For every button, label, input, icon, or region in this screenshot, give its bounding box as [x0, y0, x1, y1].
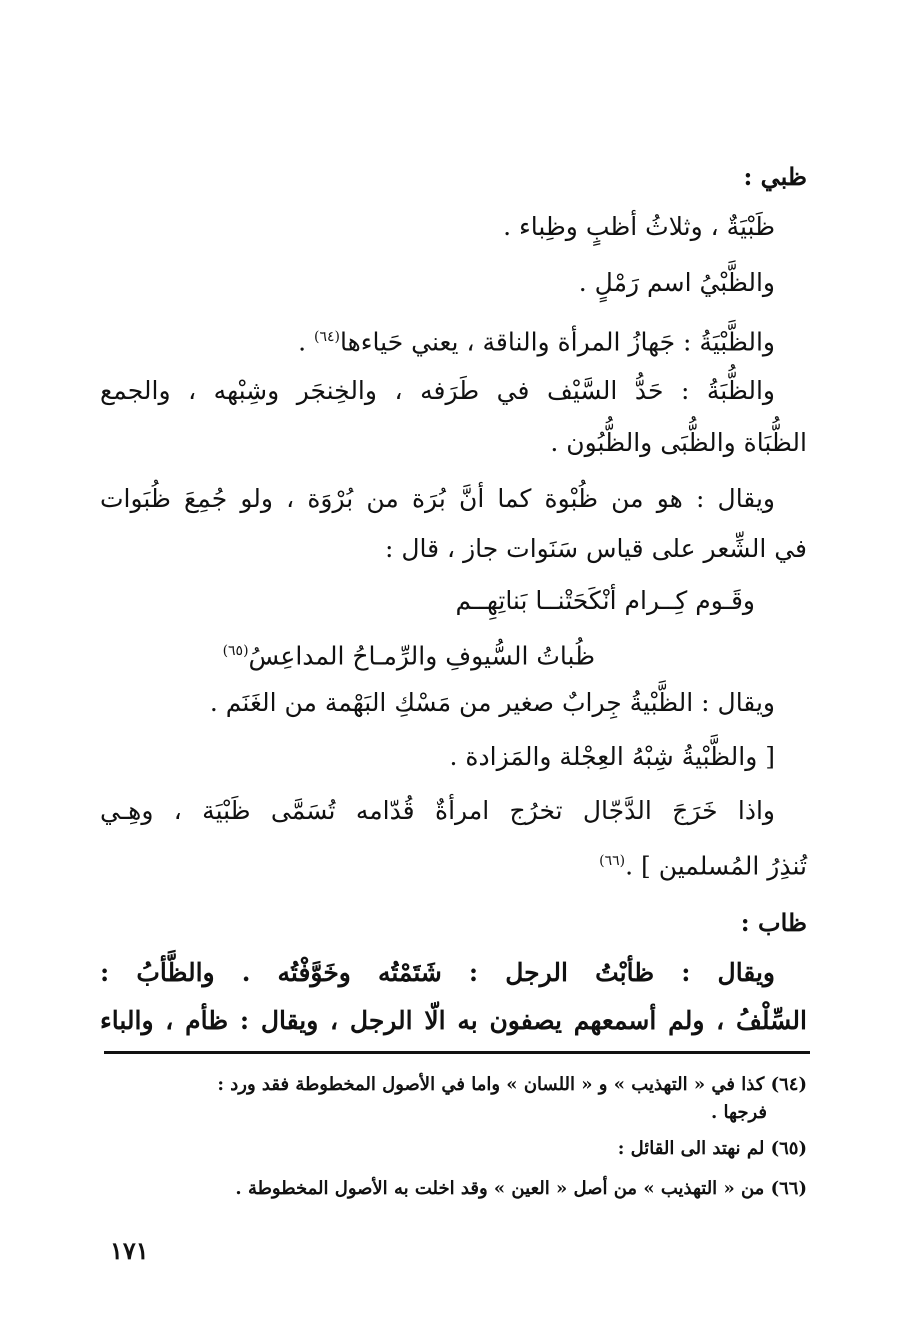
text-line: ظَبْيَةٌ ، وثلاثُ أظبٍ وظِباء .	[503, 212, 775, 241]
footnote-ref-65: (٦٥)	[222, 643, 249, 659]
text-line	[100, 320, 775, 359]
poem-verse-2-text: ظُباتُ السُّيوفِ والرِّمـاحُ المداعِسُ	[248, 641, 595, 671]
footnote-66	[100, 1176, 807, 1202]
text-line: السِّلْفُ ، ولم أسمعهم يصفون به الّا الرجل ، ويقال : ظأم ، والباء	[100, 1006, 807, 1035]
footnote-text: لم نهتد الى القائل :	[617, 1138, 765, 1159]
footnote-number: (٦٥)	[770, 1138, 807, 1159]
entry-heading-zby: ظبي :	[743, 162, 807, 191]
text-line: والظَّبْيُ اسم رَمْلٍ .	[578, 268, 775, 297]
poem-verse-2	[100, 634, 595, 673]
footnote-65	[100, 1136, 807, 1162]
text-line: واذا خَرَجَ الدَّجّال تخرُج امرأةٌ قُدّامه تُسَمَّى ظَبْيَة ، وهِـي	[100, 796, 775, 825]
footnote-64-continuation: فرجها .	[711, 1102, 767, 1123]
entry-heading-zab: ظاب :	[740, 908, 807, 937]
footnote-ref-66: (٦٦)	[599, 853, 626, 869]
text-line-body: والظَّبْيَةُ : جَهازُ المرأة والناقة ، يعني حَياءها	[340, 327, 775, 357]
text-line: ويقال : ظأبْتُ الرجل : شَتَمْتُه وخَوَّفْتُه . والظَّأبُ :	[100, 958, 775, 987]
text-line: الظُّبَاة والظُّبَى والظُّبُون .	[550, 428, 807, 457]
period: .	[625, 851, 642, 881]
footnote-divider	[104, 1051, 810, 1054]
page-number: ١٧١	[110, 1236, 149, 1265]
footnote-ref-64: (٦٤)	[314, 329, 340, 345]
footnote-text: من « التهذيب » من أصل « العين » وقد اخلت به الأصول المخطوطة .	[235, 1178, 765, 1199]
poem-verse-1: وقَـوم كِــرام أنْكَحَتْنــا بَناتِهِــم	[455, 586, 755, 615]
footnote-64	[100, 1072, 807, 1098]
text-line	[100, 844, 807, 883]
text-line: [ والظَّبْيةُ شِبْهُ العِجْلة والمَزادة .	[449, 742, 775, 771]
footnote-text: كذا في « التهذيب » و « اللسان » واما في الأصول المخطوطة فقد ورد :	[217, 1074, 765, 1095]
text-line-body: تُنذِرُ المُسلمين ]	[641, 851, 807, 881]
text-line: ويقال : الظَّبْيةُ جِرابٌ صغير من مَسْكِ البَهْمة من الغَنَم .	[209, 688, 775, 717]
text-line: في الشِّعر على قياس سَنَوات جاز ، قال :	[385, 534, 807, 563]
period: .	[298, 327, 315, 357]
text-line: ويقال : هو من ظُبْوة كما أنَّ بُرَة من بُرْوَة ، ولو جُمِعَ ظُبَوات	[100, 484, 775, 513]
footnote-number: (٦٦)	[770, 1178, 807, 1199]
footnote-number: (٦٤)	[770, 1074, 807, 1095]
text-line: والظُّبَةُ : حَدُّ السَّيْف في طَرَفه ، والخِنجَر وشِبْهه ، والجمع	[100, 376, 775, 405]
